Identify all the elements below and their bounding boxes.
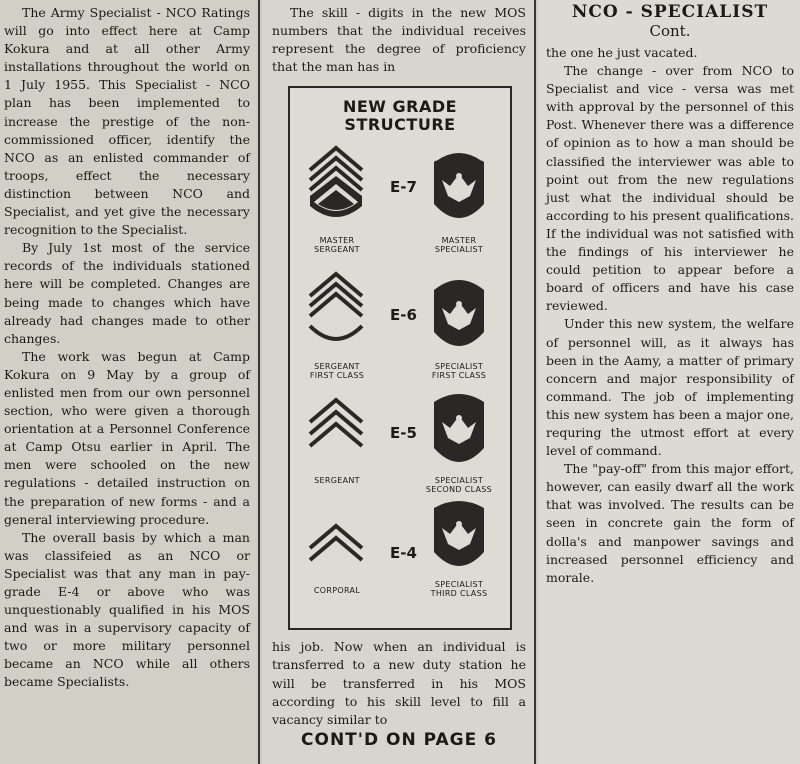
rank-label-line: FIRST CLASS: [309, 371, 365, 381]
sergeant-first-class-chevron-icon: [306, 268, 366, 358]
grade-label: E-7: [390, 178, 417, 197]
article-column-middle: [262, 0, 534, 764]
grade-row-e6: [290, 268, 510, 388]
article-paragraph: The change - over from NCO to Specialist and vice - versa was met with approval by the personnel of this Post. Whenever there was a difference of opinion as to how a man should be classified the interviewer was able to point out from the new regulations just what the individual should be according to his present qualifications. If the individual was not satisfied with the findings of his interviewer he could petition to appear before a board of officers and have his case reviewed.: [546, 63, 794, 314]
article-subhead: Cont.: [649, 22, 691, 40]
rank-label-line: SPECIALIST: [434, 580, 484, 590]
article-paragraph: The skill - digits in the new MOS numbers that the individual receives represent the degree of proficiency that the man has in: [272, 5, 526, 75]
specialist-first-class-eagle-icon: [430, 268, 488, 358]
grade-row-e4: [290, 500, 510, 620]
article-paragraph: his job. Now when an individual is transferred to a new duty station he will be transferred in his MOS according to his skill level to fill a vacancy similar to: [272, 639, 526, 727]
article-paragraph: The overall basis by which a man was classifeied as an NCO or Specialist was that any man in pay-grade E-4 or above who was unquestionably qualified in his MOS and was in a supervisory capacity of two or more military personnel became an NCO while all others became Specialists.: [4, 529, 250, 690]
rank-label-nco: [292, 586, 382, 595]
rank-label-line: MASTER: [319, 236, 355, 246]
corporal-chevron-icon: [306, 500, 366, 590]
grade-label: E-4: [390, 544, 417, 563]
column-divider: [258, 0, 260, 764]
specialist-second-class-eagle-icon: [430, 386, 488, 476]
continued-on-page-notice: CONT'D ON PAGE 6: [301, 729, 497, 750]
rank-label-line: SERGEANT: [314, 362, 360, 372]
article-headline: NCO - SPECIALIST: [571, 2, 769, 22]
grade-row-e7: [290, 140, 510, 260]
article-paragraph: The work was begun at Camp Kokura on 9 May by a group of enlisted men from our own personnel section, who were given a thorough orientation at a Personnel Conference at Camp Otsu earlier in April. The men were schooled on the new regulations - detailed instruction on the preparation of new forms - and a general interviewing procedure.: [4, 348, 250, 527]
grade-label: E-6: [390, 306, 417, 325]
rank-label-nco: [292, 476, 382, 485]
rank-label-nco: [292, 236, 382, 254]
sergeant-chevron-icon: [306, 386, 366, 476]
article-column-right: [538, 0, 800, 764]
rank-label-line: THIRD CLASS: [430, 589, 488, 599]
rank-label-line: SECOND CLASS: [425, 485, 493, 495]
specialist-third-class-eagle-icon: [430, 500, 488, 590]
grade-row-e5: [290, 386, 510, 506]
article-paragraph: The Army Specialist - NCO Ratings will go into effect here at Camp Kokura and at all other Army installations throughout the world on 1 July 1955. This Specialist - NCO plan has been implemented to increase the prestige of the non-commissioned officer, identify the NCO as an enlisted commander of troops, effect the necessary distinction between NCO and Specialist, and yet give the necessary recognition to the Specialist.: [4, 5, 250, 238]
article-paragraph: the one he just vacated.: [546, 45, 698, 60]
article-column-left: [0, 0, 256, 764]
rank-label-line: SPECIALIST: [434, 245, 484, 255]
grade-label: E-5: [390, 424, 417, 443]
rank-label-line: SPECIALIST: [434, 362, 484, 372]
article-paragraph: Under this new system, the welfare of personnel will, as it always has been in the Aamy, a matter of primary concern and major responsibility of command. The job of implementing this new system has been a major one, requring the utmost effort at every level of command.: [546, 316, 794, 459]
rank-label-line: SERGEANT: [314, 476, 360, 486]
column-divider: [534, 0, 536, 764]
chart-title-line: STRUCTURE: [344, 115, 456, 135]
rank-label-line: FIRST CLASS: [431, 371, 487, 381]
rank-label-nco: [292, 362, 382, 380]
rank-label-specialist: [414, 580, 504, 598]
rank-label-line: SPECIALIST: [434, 476, 484, 486]
rank-label-specialist: [414, 362, 504, 380]
grade-structure-title: [290, 98, 510, 134]
master-sergeant-chevron-icon: [306, 140, 366, 230]
rank-label-specialist: [414, 476, 504, 494]
grade-structure-chart: [288, 86, 512, 630]
chart-title-line: NEW GRADE: [342, 97, 458, 117]
rank-label-line: SERGEANT: [314, 245, 360, 255]
article-paragraph: By July 1st most of the service records of the individuals stationed here will be completed. Changes are being made to changes which have already had changes made to other changes.: [4, 240, 250, 346]
rank-label-line: MASTER: [441, 236, 477, 246]
master-specialist-eagle-icon: [430, 140, 488, 230]
article-paragraph: The "pay-off" from this major effort, however, can easily dwarf all the work that was involved. The results can be seen in concrete gain the form of dolla's and manpower savings and increased personnel efficiency and morale.: [546, 461, 794, 585]
rank-label-line: CORPORAL: [313, 586, 361, 596]
rank-label-specialist: [414, 236, 504, 254]
